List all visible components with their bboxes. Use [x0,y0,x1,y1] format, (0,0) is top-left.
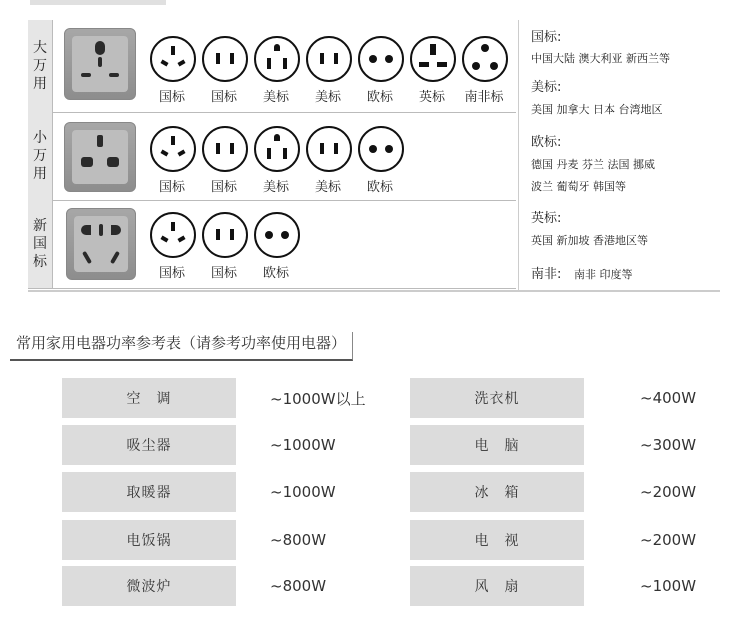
appliance-name: 吸尘器 [62,425,236,465]
appliance-name: 取暖器 [62,472,236,512]
appliance-name: 洗衣机 [410,378,584,418]
appliance-power: ~800W [270,531,327,549]
appliance-power: ~200W [640,483,697,501]
socket-photo-new-national [66,208,136,280]
plug-label: 欧标 [262,266,289,281]
standard-countries: 英国 新加坡 香港地区等 [531,234,648,247]
appliance-power: ~100W [640,577,697,595]
standard-name: 国标: [531,30,562,45]
plug-label: 国标 [210,180,237,195]
top-decoration-bar [30,0,166,5]
plug-label: 国标 [210,90,237,105]
plug-label: 美标 [314,180,341,195]
row-label-tab [28,112,53,200]
power-table-title: 常用家用电器功率参考表（请参考功率使用电器） [10,332,353,361]
plug-label: 国标 [158,90,185,105]
plug-label: 南非标 [464,90,504,105]
standard-countries: 美国 加拿大 日本 台湾地区 [531,103,663,116]
appliance-name: 电饭锅 [62,520,236,560]
row-label: 大万用 [33,40,47,92]
row-label-tab [28,200,53,288]
plug-label: 欧标 [366,180,393,195]
plug-label: 英标 [418,90,445,105]
socket-row-small-universal [28,112,516,201]
appliance-power: ~300W [640,436,697,454]
appliance-name: 电 视 [410,520,584,560]
appliance-power: ~1000W以上 [270,389,366,408]
plug-label: 美标 [262,90,289,105]
socket-photo-large-universal [64,28,136,100]
appliance-name: 电 脑 [410,425,584,465]
row-label: 新国标 [33,218,47,270]
socket-rows [28,20,516,290]
appliance-power: ~800W [270,577,327,595]
row-label: 小万用 [33,130,47,182]
standard-countries: 中国大陆 澳大利亚 新西兰等 [531,52,670,65]
appliance-name: 冰 箱 [410,472,584,512]
socket-row-large-universal [28,20,516,113]
plug-label: 国标 [210,266,237,281]
appliance-power: ~1000W [270,436,336,454]
appliance-power: ~1000W [270,483,336,501]
standard-name: 英标: [531,211,562,226]
plug-label: 美标 [314,90,341,105]
appliance-name: 微波炉 [62,566,236,606]
appliance-power: ~400W [640,389,697,407]
standard-name: 欧标: [531,135,562,150]
plug-label: 国标 [158,180,185,195]
socket-compatibility-panel [28,20,720,292]
socket-photo-small-universal [64,122,136,192]
row-label-tab [28,20,53,112]
plug-label: 美标 [262,180,289,195]
plug-label: 国标 [158,266,185,281]
appliance-name: 空 调 [62,378,236,418]
standards-legend [518,20,721,290]
standard-countries: 南非 印度等 [574,268,633,281]
standard-name: 美标: [531,80,562,95]
appliance-name: 风 扇 [410,566,584,606]
plug-label: 欧标 [366,90,393,105]
appliance-power: ~200W [640,531,697,549]
socket-row-new-national [28,200,516,289]
standard-name: 南非: [531,267,562,282]
standard-countries: 波兰 葡萄牙 韩国等 [531,180,626,193]
standard-countries: 德国 丹麦 芬兰 法国 挪威 [531,158,655,171]
